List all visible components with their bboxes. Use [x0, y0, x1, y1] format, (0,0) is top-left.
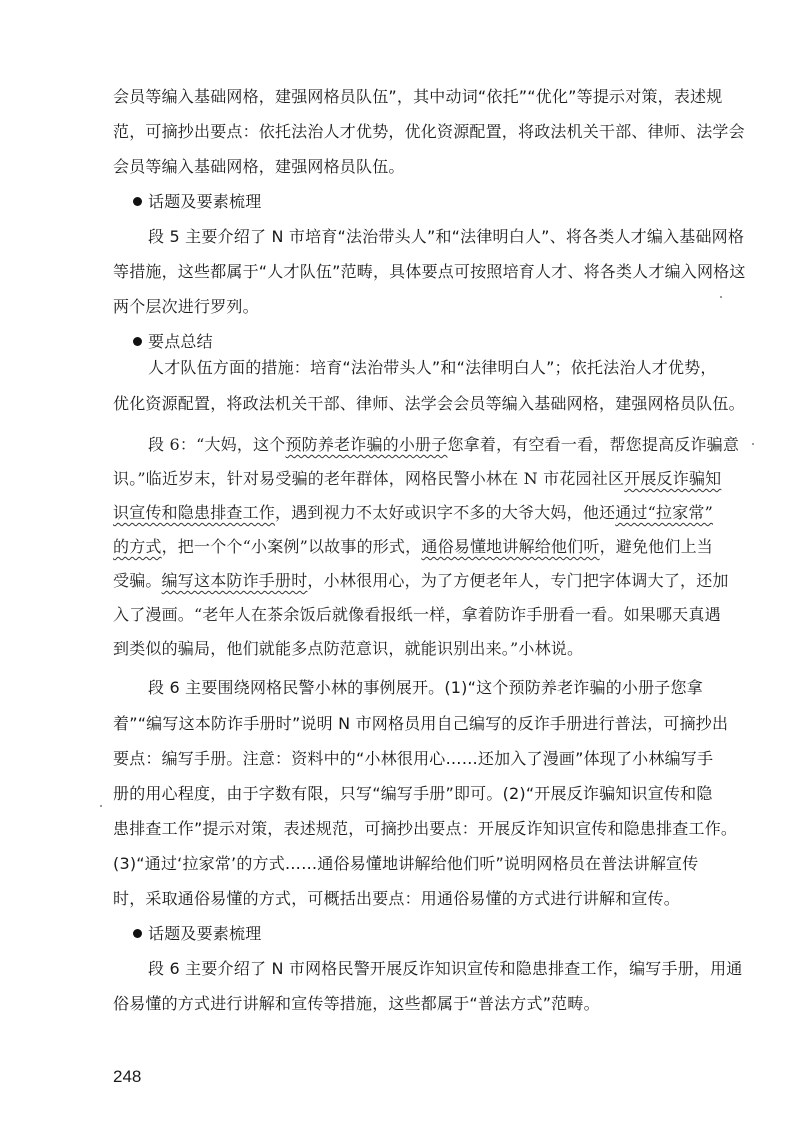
text-line: 会员等编入基础网格，建强网格员队伍。	[113, 157, 405, 176]
quoted-passage-line: 的方式，把一个个“小案例”以故事的形式，通俗易懂地讲解给他们听，避免他们上当	[113, 537, 713, 556]
text-line: 俗易懂的方式进行讲解和宣传等措施，这些都属于“普法方式”范畴。	[113, 994, 600, 1013]
text-line: 要点：编写手册。注意：资料中的“小林很用心……还加入了漫画”体现了小林编写手	[113, 749, 714, 768]
text-line: 段 6 主要介绍了 N 市网格民警开展反诈知识宣传和隐患排查工作，编写手册，用通	[148, 959, 743, 978]
quoted-passage-line: 受骗。编写这本防诈手册时，小林很用心，为了方便老年人，专门把字体调大了，还加	[113, 571, 729, 590]
annotated-phrase: 编写这本防诈手册时	[161, 571, 308, 590]
text-line: 时，采取通俗易懂的方式，可概括出要点：用通俗易懂的方式进行讲解和宣传。	[113, 889, 681, 908]
scan-speck	[720, 296, 722, 298]
annotated-phrase: 识宣传和隐患排查工作	[113, 503, 276, 522]
text-line: 两个层次进行罗列。	[113, 297, 259, 316]
quoted-passage-line: 入了漫画。“老年人在茶余饭后就像看报纸一样，拿着防诈手册看一看。如果哪天真遇	[113, 605, 721, 624]
quoted-passage-line: 识宣传和隐患排查工作，遇到视力不太好或识字不多的大爷大妈，他还通过“拉家常”	[113, 503, 713, 522]
section-heading: 要点总结	[133, 331, 213, 353]
text-line: 着”“编写这本防诈手册时”说明 N 市网格员用自己编写的反诈手册进行普法，可摘抄出	[113, 714, 729, 733]
quoted-passage-line: 到类似的骗局，他们就能多点防范意识，就能识别出来。”小林说。	[113, 639, 584, 658]
section-heading: 话题及要素梳理	[133, 923, 261, 945]
text-line: 段 5 主要介绍了 N 市培育“法治带头人”和“法律明白人”、将各类人才编入基础网格	[148, 227, 745, 246]
text-line: 优化资源配置，将政法机关干部、律师、法学会会员等编入基础网格，建强网格员队伍。	[113, 394, 745, 413]
quoted-passage-line: 识。”临近岁末，针对易受骗的老年群体，网格民警小林在 N 市花园社区开展反诈骗知	[113, 469, 722, 488]
page-number: 248	[113, 1067, 142, 1086]
bullet-icon	[133, 337, 142, 346]
bullet-icon	[133, 929, 142, 938]
text-line: 范，可摘抄出要点：依托法治人才优势，优化资源配置，将政法机关干部、律师、法学会	[113, 122, 745, 141]
text-line: 段 6 主要围绕网格民警小林的事例展开。(1)“这个预防养老诈骗的小册子您拿	[148, 678, 703, 697]
text-line: 患排查工作”提示对策，表述规范，可摘抄出要点：开展反诈知识宣传和隐患排查工作。	[113, 819, 738, 838]
section-heading: 话题及要素梳理	[133, 191, 261, 213]
scan-speck	[100, 805, 102, 807]
annotated-phrase: 通俗易懂地讲解给他们听	[421, 537, 600, 556]
text-line: 会员等编入基础网格，建强网格员队伍”，其中动词“依托”“优化”等提示对策，表述规	[113, 87, 723, 106]
annotated-phrase: 预防养老诈骗的小册子	[285, 435, 448, 454]
text-line: (3)“通过‘拉家常’的方式……通俗易懂地讲解给他们听”说明网格员在普法讲解宣传	[113, 854, 699, 873]
bullet-icon	[133, 197, 142, 206]
text-line: 等措施，这些都属于“人才队伍”范畴，具体要点可按照培育人才、将各类人才编入网格这	[113, 262, 746, 281]
annotated-phrase: 通过“拉家常”	[615, 503, 713, 522]
scan-speck	[752, 443, 754, 445]
text-line: 册的用心程度，由于字数有限，只写“编写手册”即可。(2)“开展反诈骗知识宣传和隐	[113, 784, 713, 803]
annotated-phrase: 开展反诈骗知	[624, 469, 722, 488]
quoted-passage-line: 段 6：“大妈，这个预防养老诈骗的小册子您拿着，有空看一看，帮您提高反诈骗意	[148, 435, 740, 454]
text-line: 人才队伍方面的措施：培育“法治带头人”和“法律明白人”；依托法治人才优势，	[148, 358, 717, 377]
annotated-phrase: 的方式	[113, 537, 162, 556]
